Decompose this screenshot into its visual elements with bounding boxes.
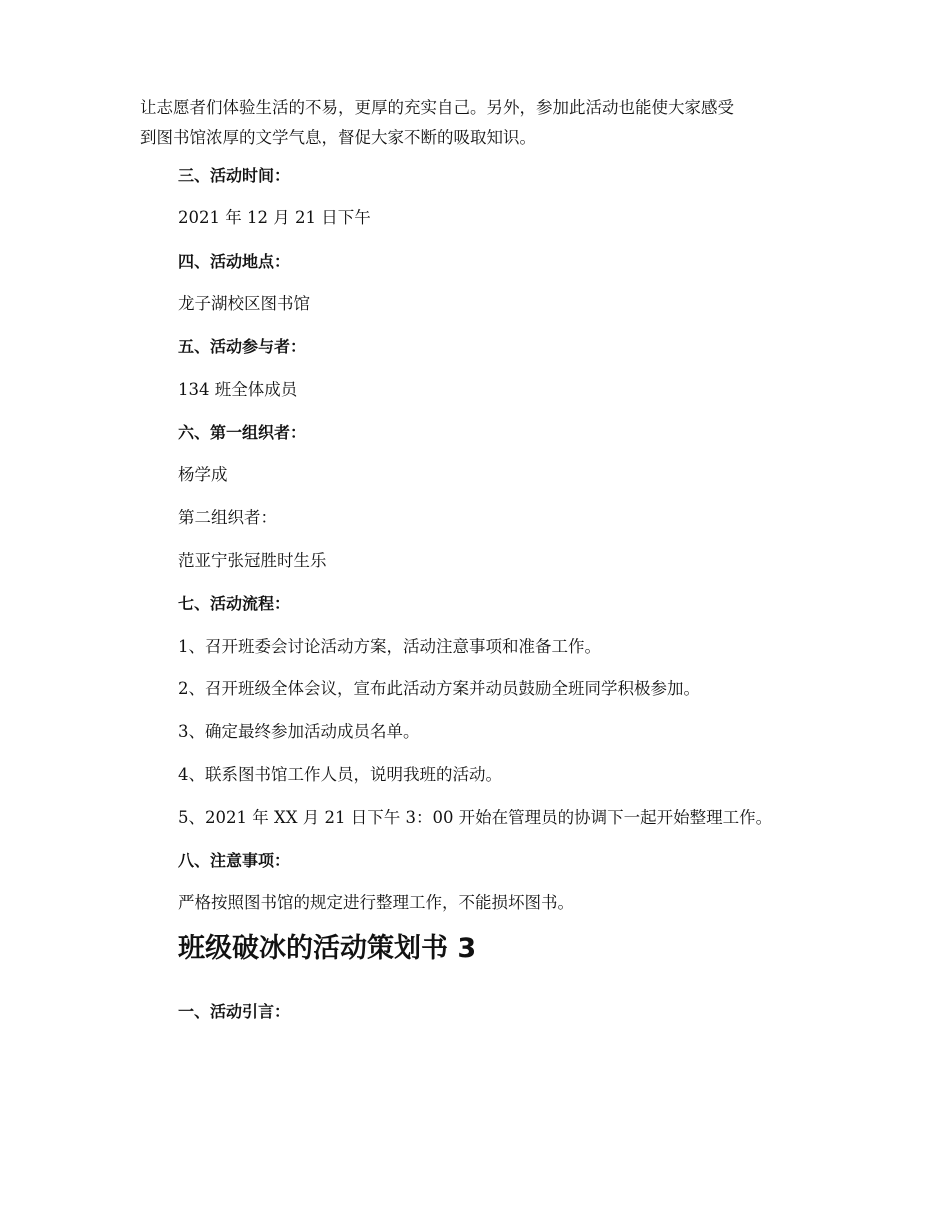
place-heading: 四、活动地点：	[178, 252, 291, 271]
process-heading: 七、活动流程：	[178, 594, 291, 613]
intro-section-heading: 一、活动引言：	[178, 1002, 291, 1021]
intro-paragraph	[140, 93, 820, 153]
intro-line-1: 让志愿者们体验生活的不易，更厚的充实自己。另外，参加此活动也能使大家感受	[140, 98, 734, 117]
process-step-2: 2、召开班级全体会议，宣布此活动方案并动员鼓励全班同学积极参加。	[178, 679, 700, 698]
organizer-heading: 六、第一组织者：	[178, 423, 307, 442]
second-organizer-label: 第二组织者：	[178, 508, 277, 527]
document-title: 班级破冰的活动策划书 3	[178, 933, 477, 964]
organizer-value: 杨学成	[178, 465, 228, 484]
process-step-3: 3、确定最终参加活动成员名单。	[178, 722, 420, 741]
second-organizer-value: 范亚宁张冠胜时生乐	[178, 551, 327, 570]
notes-value: 严格按照图书馆的规定进行整理工作，不能损坏图书。	[178, 893, 574, 912]
place-value: 龙子湖校区图书馆	[178, 294, 310, 313]
time-heading: 三、活动时间：	[178, 166, 291, 185]
process-step-4: 4、联系图书馆工作人员，说明我班的活动。	[178, 765, 502, 784]
participants-value: 134 班全体成员	[178, 380, 298, 399]
participants-heading: 五、活动参与者：	[178, 337, 307, 356]
notes-heading: 八、注意事项：	[178, 851, 291, 870]
process-step-1: 1、召开班委会讨论活动方案，活动注意事项和准备工作。	[178, 637, 601, 656]
process-step-5: 5、2021 年 XX 月 21 日下午 3：00 开始在管理员的协调下一起开始整理工作。	[178, 808, 773, 827]
time-value: 2021 年 12 月 21 日下午	[178, 208, 371, 227]
intro-line-2: 到图书馆浓厚的文学气息，督促大家不断的吸取知识。	[140, 128, 536, 147]
